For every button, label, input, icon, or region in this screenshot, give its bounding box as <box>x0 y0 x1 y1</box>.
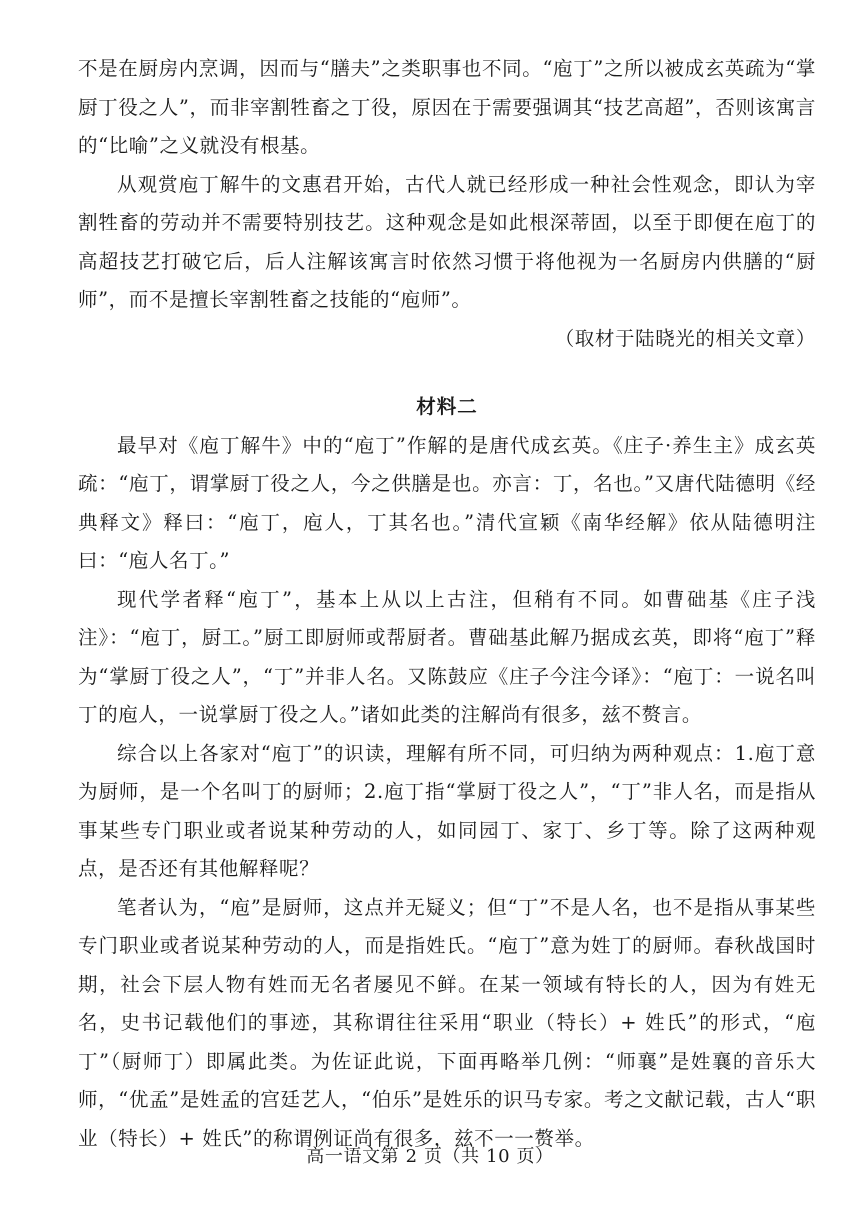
material1-source: （取材于陆晓光的相关文章） <box>554 326 816 350</box>
material1-paragraph: 从观赏庖丁解牛的文惠君开始，古代人就已经形成一种社会性观念，即认为宰割牲畜的劳动并不需要特别技艺。这种观念是如此根深蒂固，以至于即便在庖丁的高超技艺打破它后，后人注解该寓言时依然习惯于将他视为一名厨房内供膳的“厨师”，而不是擅长宰割牲畜之技能的“庖师”。 <box>78 172 816 311</box>
material2-paragraph-4: 笔者认为，“庖”是厨师，这点并无疑义；但“丁”不是人名，也不是指从事某些专门职业或者说某种劳动的人，而是指姓氏。“庖丁”意为姓丁的厨师。春秋战国时期，社会下层人物有姓而无名者屡见不鲜。在某一领域有特长的人，因为有姓无名，史书记载他们的事迹，其称谓往往采用“职业（特长）+ 姓氏”的形式，“庖丁”（厨师丁）即属此类。为佐证此说，下面再略举几例：“师襄”是姓襄的音乐大师，“优孟”是姓孟的宫廷艺人，“伯乐”是姓乐的识马专家。考之文献记载，古人“职业（特长）+ 姓氏”的称谓例证尚有很多，兹不一一赘举。 <box>78 895 816 1150</box>
page-content <box>78 50 816 1158</box>
material2-paragraph-3: 综合以上各家对“庖丁”的识读，理解有所不同，可归纳为两种观点：1.庖丁意为厨师，是一个名叫丁的厨师；2.庖丁指“掌厨丁役之人”，“丁”非人名，而是指从事某些专门职业或者说某种劳动的人，如同园丁、家丁、乡丁等。除了这两种观点，是否还有其他解释呢？ <box>78 741 816 880</box>
material2-paragraph-1: 最早对《庖丁解牛》中的“庖丁”作解的是唐代成玄英。《庄子·养生主》成玄英疏：“庖丁，谓掌厨丁役之人，今之供膳是也。亦言：丁，名也。”又唐代陆德明《经典释文》释曰：“庖丁，庖人，丁其名也。”清代宣颖《南华经解》依从陆德明注曰：“庖人名丁。” <box>78 433 816 572</box>
material2-title: 材料二 <box>416 395 478 418</box>
material1-continued-paragraph: 不是在厨房内烹调，因而与“膳夫”之类职事也不同。“庖丁”之所以被成玄英疏为“掌厨丁役之人”，而非宰割牲畜之丁役，原因在于需要强调其“技艺高超”，否则该寓言的“比喻”之义就没有根基。 <box>78 57 816 157</box>
page-footer: 高一语文第 2 页（共 10 页） <box>306 1146 554 1167</box>
material2-paragraph-2: 现代学者释“庖丁”，基本上从以上古注，但稍有不同。如曹础基《庄子浅注》：“庖丁，厨工。”厨工即厨师或帮厨者。曹础基此解乃据成玄英，即将“庖丁”释为“掌厨丁役之人”，“丁”并非人名。又陈鼓应《庄子今注今译》：“庖丁：一说名叫丁的庖人，一说掌厨丁役之人。”诸如此类的注解尚有很多，兹不赘言。 <box>78 587 816 726</box>
